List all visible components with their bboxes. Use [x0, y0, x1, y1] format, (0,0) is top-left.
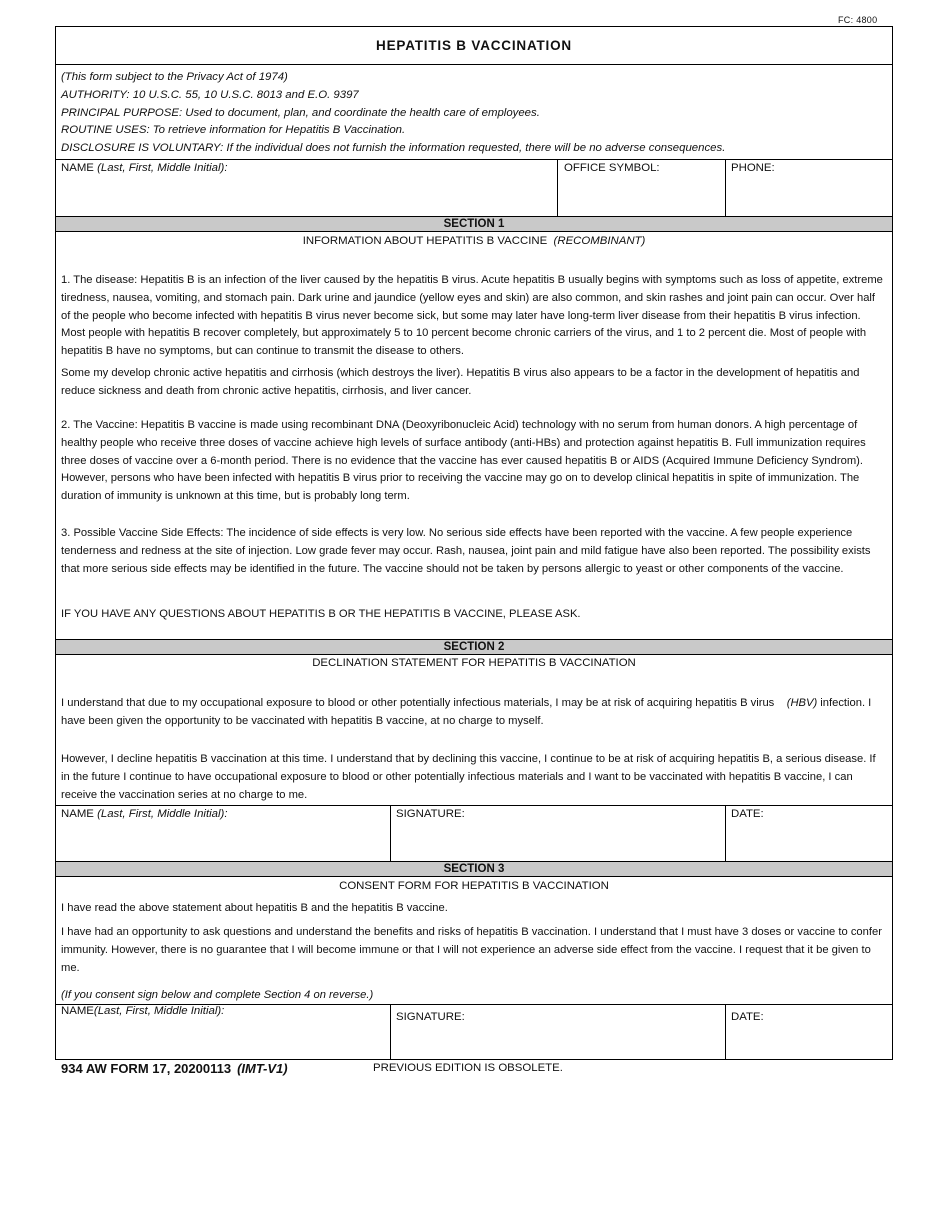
divider [390, 1004, 391, 1059]
section-3-date-field[interactable]: DATE: [731, 1011, 764, 1023]
section-2-subtitle: DECLINATION STATEMENT FOR HEPATITIS B VACCINATION [312, 657, 636, 669]
name-field[interactable] [61, 162, 228, 174]
declination-paragraph-1 [61, 695, 887, 731]
section-3-heading: SECTION 3 [56, 861, 892, 877]
privacy-statement [61, 69, 887, 158]
declination-paragraph-2: However, I decline hepatitis B vaccination at this time. I understand that by declining this vaccine, I continue to be at risk of acquiring hepatitis B, a serious disease. If in the future I continue to have occupational exposure to blood or other potentially infectious materials and I want to be vaccinated with hepatitis B vaccine, I can receive the vaccination series at no charge to me. [61, 753, 876, 801]
divider [390, 805, 391, 861]
section-1-subtitle [56, 235, 892, 247]
obsolete-notice: PREVIOUS EDITION IS OBSOLETE. [373, 1062, 563, 1074]
divider [725, 1004, 726, 1059]
subtitle-italic: (RECOMBINANT) [553, 235, 646, 247]
form-id: 934 AW FORM 17, 20200113 [61, 1061, 232, 1076]
questions-note: IF YOU HAVE ANY QUESTIONS ABOUT HEPATITIS B OR THE HEPATITIS B VACCINE, PLEASE ASK. [61, 608, 581, 620]
section-3-name-field[interactable] [61, 1005, 224, 1017]
disease-paragraph: 1. The disease: Hepatitis B is an infection of the liver caused by the hepatitis B virus. Acute hepatitis B usually begins with symptoms such as loss of appetite, extreme tiredness, nausea, vomiting, and stomach pain. Dark urine and jaundice (yellow eyes and skin) are also common, and skin rashes and joint pain can occur. Over half of the people who become infected with hepatitis B virus never become sick, but some may later have long-term liver disease from their hepatitis B virus infection. Most people with hepatitis B recover completely, but approximately 5 to 10 percent become chronic carriers of the virus, and 1 to 2 percent die. Most of people with hepatitis B have no symptoms, but can continue to transmit the disease to others. [61, 274, 883, 358]
declination-text-cont: infection. I have been given the opportunity to be vaccinated with hepatitis B vaccine, at no charge to myself. [61, 697, 872, 727]
vaccine-paragraph: 2. The Vaccine: Hepatitis B vaccine is made using recombinant DNA (Deoxyribonucleic Acid) technology with no serum from human donors. A high percentage of healthy people who receive three doses of vaccine achieve high levels of surface antibody (anti-HBs) and protection against hepatitis B. Full immunization requires three doses of vaccine over a 6-month period. There is no evidence that the vaccine has ever caused hepatitis B or AIDS (Acquired Immune Deficiency Syndrom). However, persons who have been infected with hepatitis B virus prior to receiving the vaccine may go on to develop clinical hepatitis in spite of immunization. The duration of immunity is unknown at this time, but is probably long term. [61, 419, 866, 503]
divider [725, 159, 726, 216]
disease-paragraph-cont: Some my develop chronic active hepatitis and cirrhosis (which destroys the liver). Hepatitis B virus also appears to be a factor in the development of hepatitis and reduce sickness and death from chronic active hepatitis, cirrhosis, and liver cancer. [61, 367, 860, 397]
office-symbol-field[interactable]: OFFICE SYMBOL: [564, 162, 660, 174]
form-code: FC: 4800 [838, 15, 878, 25]
divider [56, 159, 892, 160]
name-hint: (Last, First, Middle Initial): [97, 808, 228, 820]
divider [56, 805, 892, 806]
privacy-line: AUTHORITY: 10 U.S.C. 55, 10 U.S.C. 8013 and E.O. 9397 [61, 88, 359, 101]
form-footer-id [61, 1061, 288, 1076]
section-2-signature-field[interactable]: SIGNATURE: [396, 808, 465, 820]
privacy-line: PRINCIPAL PURPOSE: Used to document, plan, and coordinate the health care of employees. [61, 106, 540, 119]
consent-paragraph-2: I have had an opportunity to ask questions and understand the benefits and risks of hepatitis B vaccination. I understand that I must have 3 doses or vaccine to confer immunity. However, there is no guarantee that I will become immune or that I will not experience an adverse side effect from the vaccine. I request that it be given to me. [61, 926, 882, 974]
privacy-line: DISCLOSURE IS VOLUNTARY: If the individual does not furnish the information requested, there will be no adverse consequences. [61, 142, 726, 155]
consent-note: (If you consent sign below and complete Section 4 on reverse.) [61, 989, 374, 1001]
form-title: HEPATITIS B VACCINATION [56, 27, 892, 65]
divider [557, 159, 558, 216]
phone-field[interactable]: PHONE: [731, 162, 775, 174]
section-3-subtitle: CONSENT FORM FOR HEPATITIS B VACCINATION [339, 880, 609, 892]
consent-paragraph-1: I have read the above statement about hepatitis B and the hepatitis B vaccine. [61, 902, 448, 914]
name-label: NAME [61, 808, 94, 820]
section-1-heading: SECTION 1 [56, 216, 892, 232]
section-2-heading: SECTION 2 [56, 639, 892, 655]
subtitle-text: INFORMATION ABOUT HEPATITIS B VACCINE [302, 235, 548, 247]
section-3-signature-field[interactable]: SIGNATURE: [396, 1011, 465, 1023]
name-label: NAME [61, 162, 94, 174]
section-2-date-field[interactable]: DATE: [731, 808, 764, 820]
side-effects-paragraph: 3. Possible Vaccine Side Effects: The incidence of side effects is very low. No serious side effects have been reported with the vaccine. A few people experience tenderness and redness at the site of injection. Low grade fever may occur. Rash, nausea, joint pain and mild fatigue have also been reported. The possibility exists that more serious side effects may be identified in the future. The vaccine should not be taken by persons allergic to yeast or other components of the vaccine. [61, 527, 871, 575]
privacy-line: ROUTINE USES: To retrieve information for Hepatitis B Vaccination. [61, 124, 406, 137]
name-hint: (Last, First, Middle Initial): [97, 162, 228, 174]
form-version: (IMT-V1) [237, 1061, 288, 1076]
section-2-name-field[interactable] [61, 808, 228, 820]
privacy-line: (This form subject to the Privacy Act of 1974) [61, 71, 288, 83]
declination-text: I understand that due to my occupational exposure to blood or other potentially infectious materials, I may be at risk of acquiring hepatitis B virus [61, 697, 775, 709]
hbv-abbrev: (HBV) [786, 697, 818, 709]
name-label: NAME [61, 1005, 94, 1017]
name-hint: (Last, First, Middle Initial): [93, 1005, 225, 1017]
divider [725, 805, 726, 861]
form-frame [55, 26, 893, 1060]
